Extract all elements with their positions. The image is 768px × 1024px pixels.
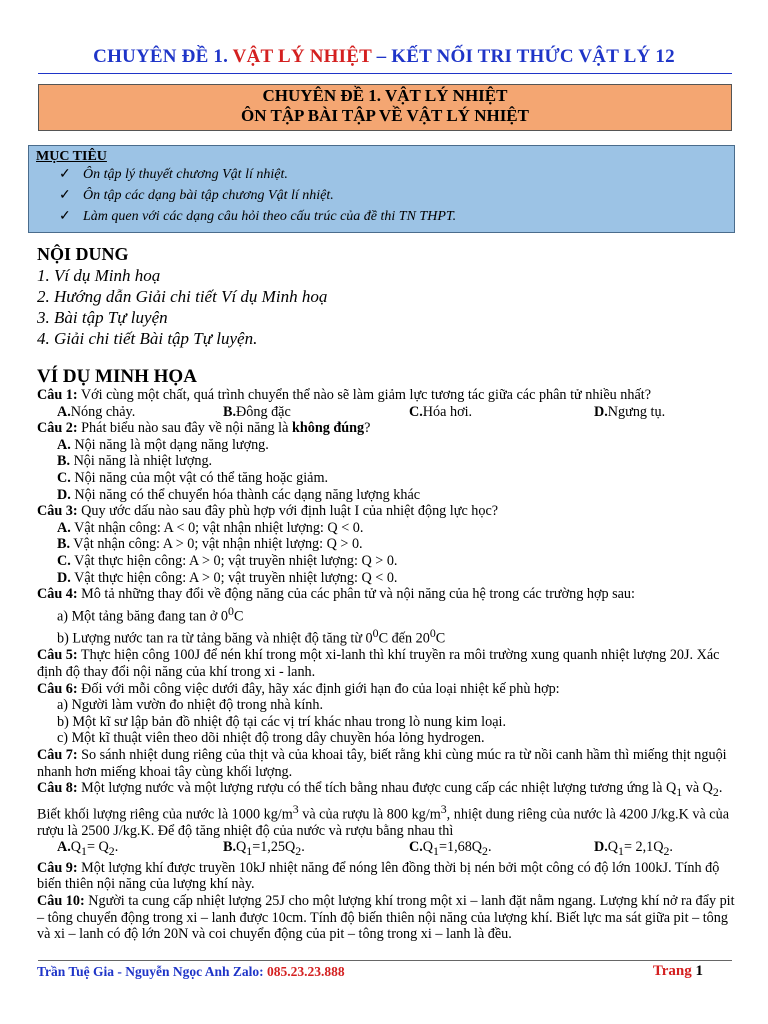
sub-item: c) Một kĩ thuật viên theo dõi nhiệt độ trong dây chuyền hóa lỏng hydrogen. <box>57 730 485 747</box>
header-divider <box>38 73 732 74</box>
contents-item: 4. Giải chi tiết Bài tập Tự luyện. <box>37 329 258 348</box>
contents-section <box>37 244 327 349</box>
header-part2: VẬT LÝ NHIỆT <box>232 46 372 67</box>
footer-authors: Trần Tuệ Gia - Nguyễn Ngọc Anh Zalo: 085.23.23.888 <box>37 964 345 979</box>
question-7: Câu 7: So sánh nhiệt dung riêng của thịt và của khoai tây, biết rằng khi cùng múc ra từ nồi canh hầm thì miếng thịt nguội nhanh hơn miếng khoai tây cùng khối lượng. <box>37 746 727 780</box>
question-5: Câu 5: Thực hiện công 100J để nén khí trong một xi-lanh thì khí truyền ra môi trường xung quanh nhiệt lượng 20J. Xác định độ thay đổi nội năng của khí trong xi - lanh. <box>37 647 720 680</box>
sub-item: a) Người làm vườn đo nhiệt độ trong nhà kính. <box>57 697 324 714</box>
question-1-options: A.Nóng chảy. B.Đông đặc C.Hóa hơi. D.Ngưng tụ. <box>57 403 666 420</box>
option: B. Vật nhận công: A > 0; vật nhận nhiệt lượng: Q > 0. <box>57 536 363 553</box>
page-number: Trang 1 <box>652 963 703 979</box>
sub-item: a) Một tảng băng đang tan ở $0^0C$ <box>57 603 244 625</box>
sub-item: b) Một kĩ sư lập bản đồ nhiệt độ tại các vị trí khác nhau trong lò nung kim loại. <box>57 713 506 730</box>
contents-item: 3. Bài tập Tự luyện <box>37 308 168 327</box>
header-part3: – KẾT NỐI TRI THỨC VẬT LÝ 12 <box>376 46 675 67</box>
question-4: Câu 4: Mô tả những thay đổi về động năng của các phân tử và nội năng của hệ trong các trường hợp sau: <box>37 586 635 603</box>
questions <box>37 387 737 943</box>
option: C. Vật thực hiện công: A > 0; vật truyền nhiệt lượng: Q > 0. <box>57 552 398 569</box>
question-1: Câu 1: Với cùng một chất, quá trình chuyển thể nào sẽ làm giảm lực tương tác giữa các phân tử nhiều nhất? <box>37 387 652 403</box>
question-3: Câu 3: Quy ước dấu nào sau đây phù hợp với định luật I của nhiệt động lực học? <box>37 503 499 520</box>
page-header <box>0 46 768 68</box>
goal-item: ✓ Ôn tập các dạng bài tập chương Vật lí nhiệt. <box>59 188 334 203</box>
question-10: Câu 10: Người ta cung cấp nhiệt lượng 25J cho một lượng khí trong một xi – lanh đặt nằm ngang. Lượng khí nở ra đẩy pit – tông chuyển động trong xi – lanh được 10cm. Tính độ biến thiên nội năng của lượng khí. Biết lực ma sát giữa pit – tông và xi – lanh có độ lớn 20N và coi chuyển động của pit – tông trong xi – lanh là đều. <box>37 893 735 943</box>
check-icon: ✓ <box>59 167 71 182</box>
contents-title: NỘI DUNG <box>37 244 129 264</box>
check-icon: ✓ <box>59 188 71 203</box>
option: B. Nội năng là nhiệt lượng. <box>57 453 213 470</box>
footer-phone: 085.23.23.888 <box>267 964 345 979</box>
section-title: VÍ DỤ MINH HỌA <box>37 366 197 387</box>
contents-item: 1. Ví dụ Minh hoạ <box>37 266 161 285</box>
goals-title: MỤC TIÊU <box>36 149 107 164</box>
question-8: Câu 8: Một lượng nước và một lượng rượu có thể tích bằng nhau được cung cấp các nhiệt lượng tương ứng là $Q_1$ và $Q_2$. Biết khối lượng riêng của nước là 1000 $kg/m^3$ và của rượu là 800 $kg/m^3$, nhiệt dung riêng của nước là 4200 J/kg.K và của rượu là 2500 J/kg.K. Để độ tăng nhiệt độ của nước và rượu bằng nhau thì <box>37 780 729 839</box>
title-box <box>38 84 732 131</box>
title-line2: ÔN TẬP BÀI TẬP VỀ VẬT LÝ NHIỆT <box>241 106 529 125</box>
contents-item: 2. Hướng dẫn Giải chi tiết Ví dụ Minh hoạ <box>37 287 328 306</box>
option: D. Vật thực hiện công: A > 0; vật truyền nhiệt lượng: Q < 0. <box>57 569 398 586</box>
goal-item: ✓ Ôn tập lý thuyết chương Vật lí nhiệt. <box>59 167 288 182</box>
check-icon: ✓ <box>59 209 71 224</box>
header-part1: CHUYÊN ĐỀ 1. <box>93 46 229 67</box>
option: A. Vật nhận công: A < 0; vật nhận nhiệt lượng: Q < 0. <box>57 519 364 536</box>
footer-divider <box>38 960 732 961</box>
question-2: Câu 2: Phát biểu nào sau đây về nội năng là không đúng? <box>37 420 371 437</box>
question-8-options: $A.Q_1= Q_2$. $B.Q_1=1,25Q_2$. $C.Q_1=1,68Q_2$. $D.Q_1= 2,1Q_2$. <box>57 839 673 859</box>
goals-box <box>28 145 735 233</box>
question-9: Câu 9: Một lượng khí được truyền 10kJ nhiệt năng để nóng lên đồng thời bị nén bởi một công có độ lớn 100kJ. Tính độ biến thiên nội năng của lượng khí này. <box>37 859 720 893</box>
option: D. Nội năng có thể chuyển hóa thành các dạng năng lượng khác <box>57 486 421 503</box>
option: A. Nội năng là một dạng năng lượng. <box>57 436 269 453</box>
title-line1: CHUYÊN ĐỀ 1. VẬT LÝ NHIỆT <box>262 86 508 105</box>
goal-item: ✓ Làm quen với các dạng câu hỏi theo cấu trúc của đề thi TN THPT. <box>59 209 457 224</box>
goals-list <box>59 166 456 229</box>
sub-item: b) Lượng nước tan ra từ tảng băng và nhiệt độ tăng từ $0^0C$ đến $20^0C$ <box>57 626 446 647</box>
question-6: Câu 6: Đối với mỗi công việc dưới đây, hãy xác định giới hạn đo của loại nhiệt kế phù hợp: <box>37 680 560 697</box>
option: C. Nội năng của một vật có thể tăng hoặc giảm. <box>57 469 329 486</box>
